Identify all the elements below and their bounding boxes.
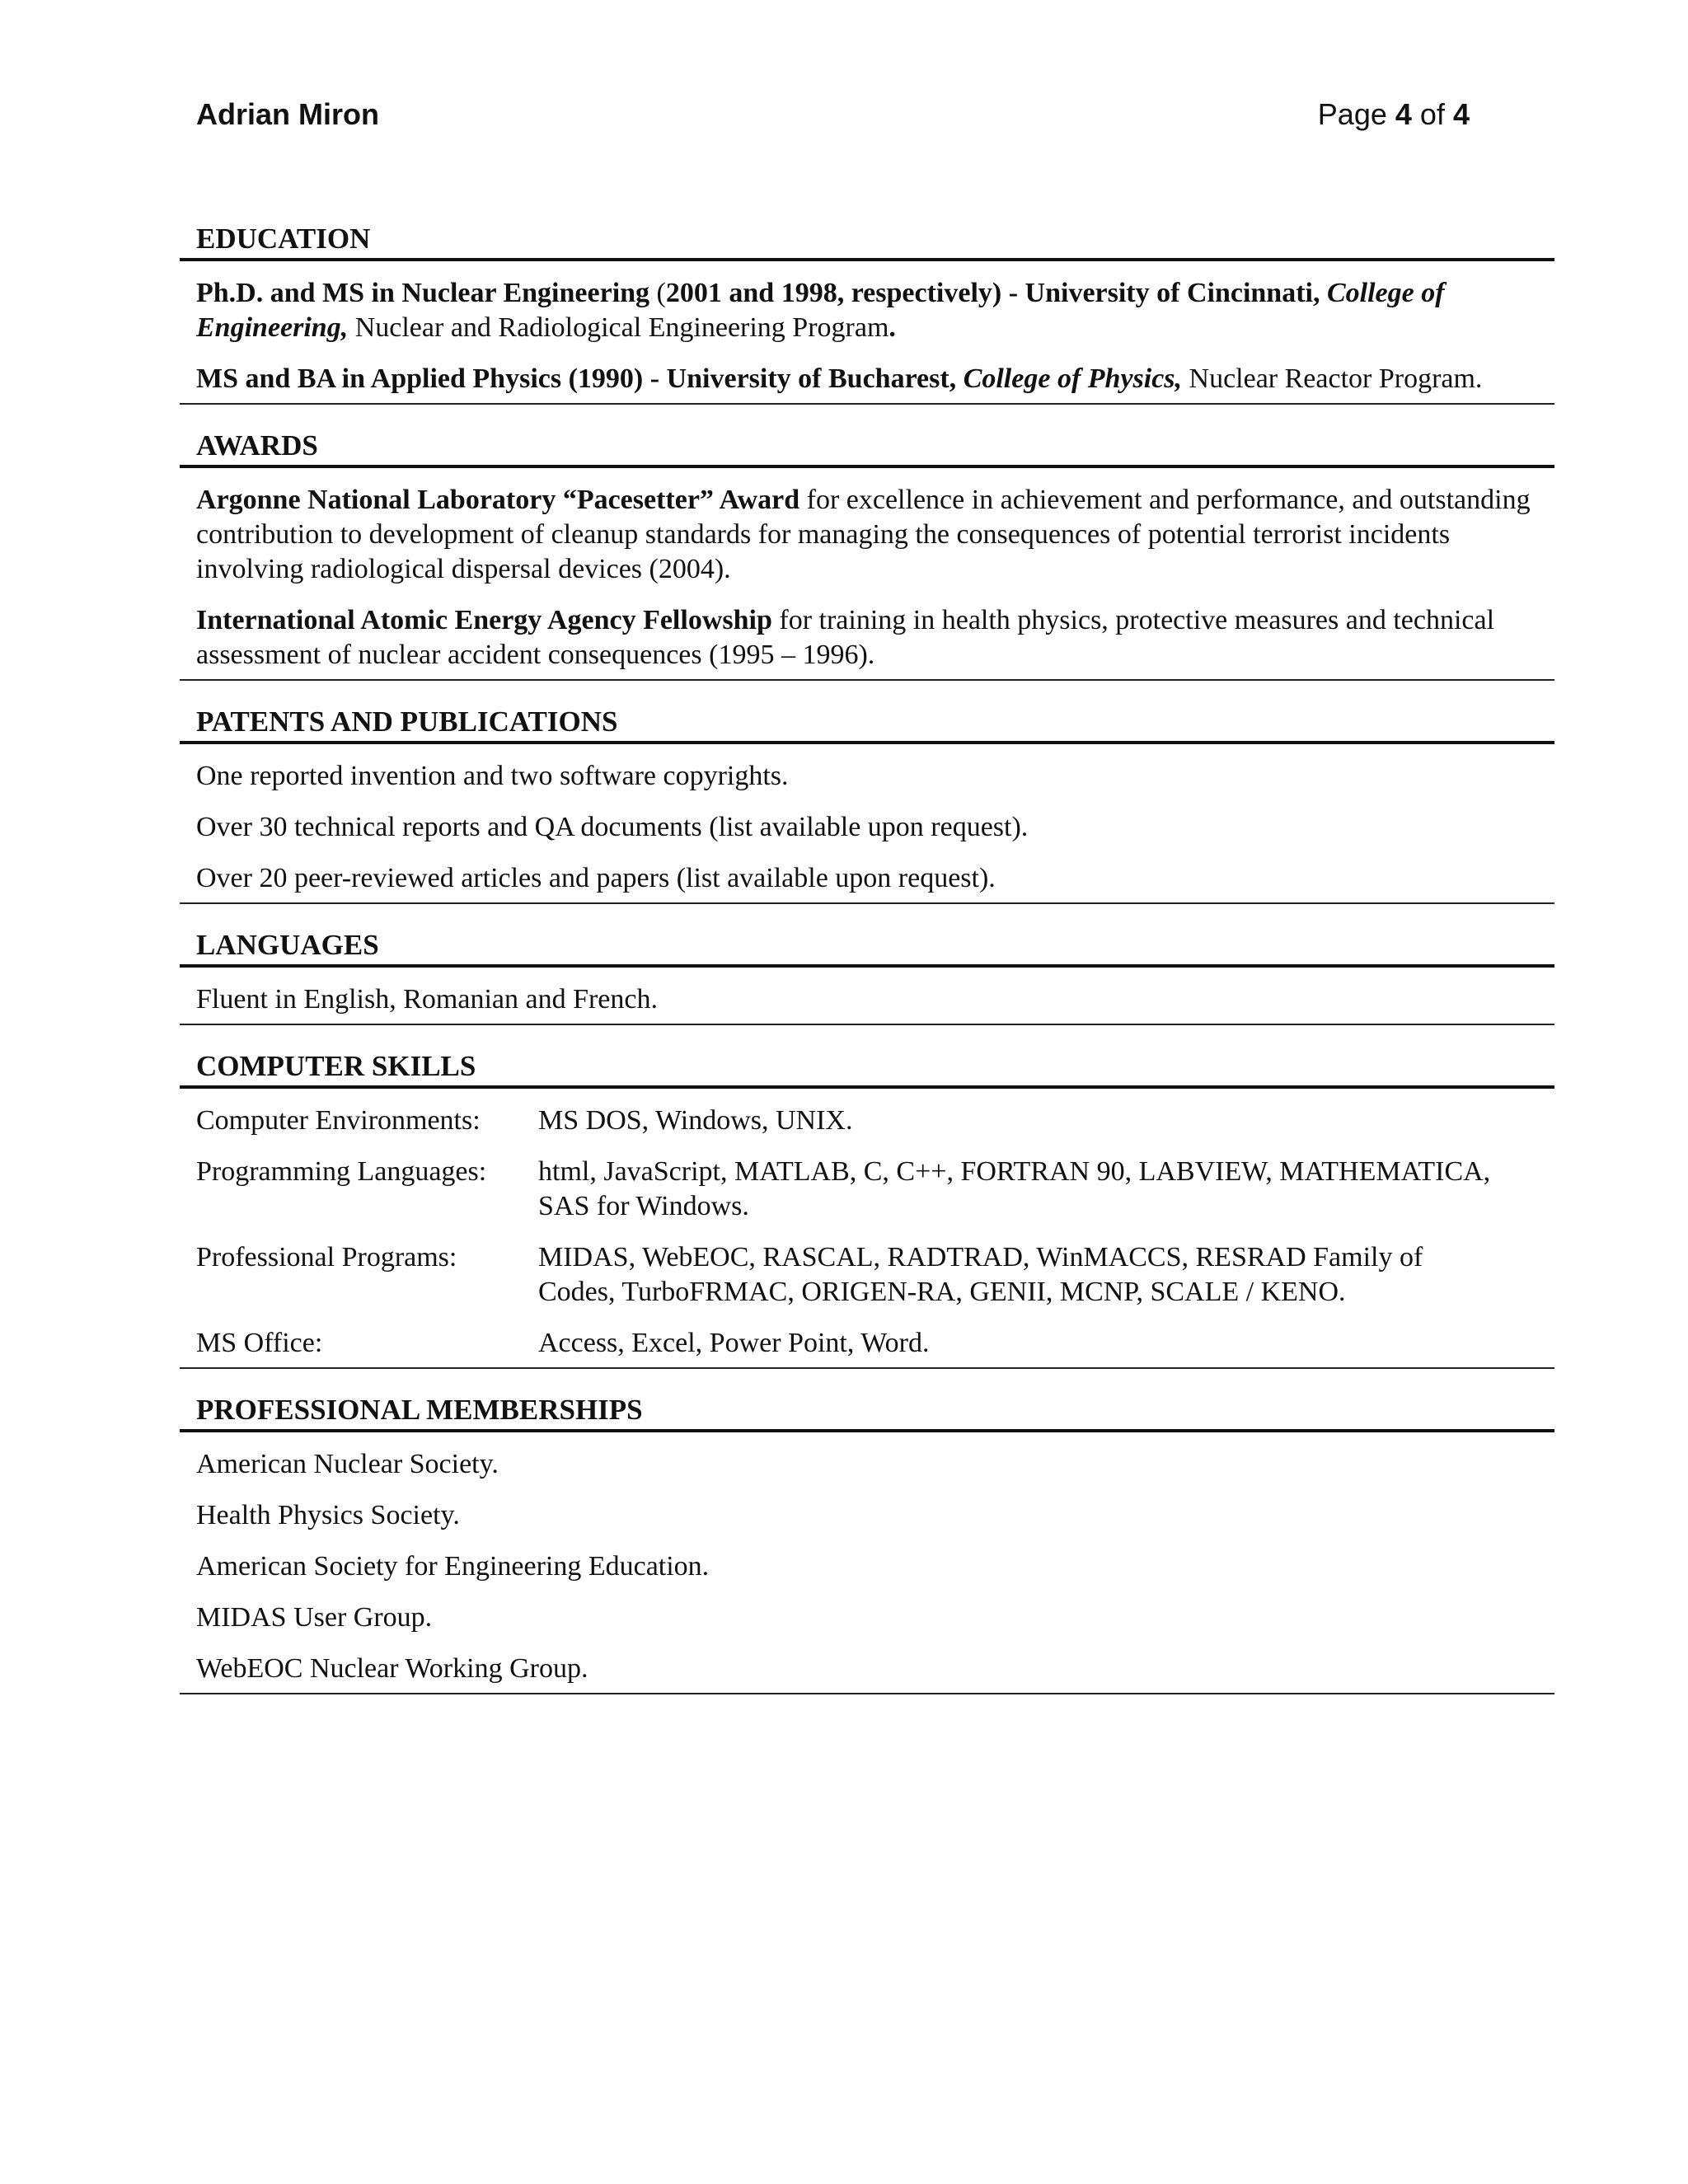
award-entry xyxy=(180,603,1554,673)
skill-value: html, JavaScript, MATLAB, C, C++, FORTRAN 90, LABVIEW, MATHEMATICA, SAS for Windows. xyxy=(538,1156,1491,1221)
list-item: One reported invention and two software copyrights. xyxy=(196,761,789,791)
list-item: Over 20 peer-reviewed articles and papers (list available upon request). xyxy=(196,863,996,893)
skill-value: Access, Excel, Power Point, Word. xyxy=(538,1328,930,1358)
section-title: PATENTS AND PUBLICATIONS xyxy=(180,704,1554,744)
program-name: Nuclear and Radiological Engineering Program xyxy=(348,312,889,343)
resume-content xyxy=(180,221,1554,1718)
skill-label: Programming Languages: xyxy=(196,1156,487,1187)
degree-title: Ph.D. and MS in Nuclear Engineering xyxy=(196,278,650,308)
college-name: College of Engineering, xyxy=(196,278,1445,343)
list-item: MIDAS User Group. xyxy=(196,1602,433,1633)
education-entry xyxy=(180,362,1554,396)
skill-label: MS Office: xyxy=(196,1328,323,1358)
skill-row xyxy=(196,1240,1554,1310)
memberships-section xyxy=(180,1392,1554,1694)
section-title: COMPUTER SKILLS xyxy=(180,1048,1554,1089)
college-name: College of Physics, xyxy=(956,363,1183,394)
page-total: 4 xyxy=(1452,97,1470,131)
list-item: American Society for Engineering Education. xyxy=(196,1551,710,1582)
award-entry xyxy=(180,483,1554,587)
degree-institution: 2001 and 1998, respectively) - University of Cincinnati, xyxy=(665,278,1320,308)
education-entry xyxy=(180,276,1554,345)
skills-table xyxy=(180,1104,1554,1361)
section-title: LANGUAGES xyxy=(180,927,1554,968)
award-name: Argonne National Laboratory “Pacesetter” Award xyxy=(196,485,800,515)
section-title: PROFESSIONAL MEMBERSHIPS xyxy=(180,1392,1554,1432)
award-description: for excellence in achievement and performance, and outstanding contribution to development of cleanup standards for managing the consequences of potential terrorist incidents involving radiological dispersal devices (2004). xyxy=(196,485,1531,584)
skill-row xyxy=(196,1104,1554,1138)
skill-row xyxy=(196,1326,1554,1361)
program-name: Nuclear Reactor Program. xyxy=(1182,363,1483,394)
skill-value: MS DOS, Windows, UNIX. xyxy=(538,1105,853,1136)
list-item: WebEOC Nuclear Working Group. xyxy=(196,1653,588,1684)
section-title: EDUCATION xyxy=(180,221,1554,261)
awards-section xyxy=(180,428,1554,681)
award-name: International Atomic Energy Agency Fellowship xyxy=(196,605,772,635)
list-item: Over 30 technical reports and QA documents (list available upon request). xyxy=(196,812,1029,842)
patents-section xyxy=(180,704,1554,904)
list-item: Health Physics Society. xyxy=(196,1500,460,1530)
education-section xyxy=(180,221,1554,405)
skill-value: MIDAS, WebEOC, RASCAL, RADTRAD, WinMACCS, RESRAD Family of Codes, TurboFRMAC, ORIGEN-RA, GENII, MCNP, SCALE / KENO. xyxy=(538,1242,1423,1307)
page-prefix: Page xyxy=(1317,97,1387,131)
degree-title: MS and BA in Applied Physics (1990) - University of Bucharest, xyxy=(196,363,957,394)
period: . xyxy=(889,312,896,343)
award-description: for training in health physics, protective measures and technical assessment of nuclear accident consequences (1995 – 1996). xyxy=(196,605,1495,670)
page-current: 4 xyxy=(1395,97,1412,131)
skill-label: Professional Programs: xyxy=(196,1242,457,1272)
skill-label: Computer Environments: xyxy=(196,1105,481,1136)
computer-skills-section xyxy=(180,1048,1554,1369)
page-number xyxy=(1318,97,1470,132)
page-of: of xyxy=(1419,97,1445,131)
languages-section xyxy=(180,927,1554,1025)
paren: ( xyxy=(649,278,666,308)
list-item: American Nuclear Society. xyxy=(196,1449,499,1479)
section-title: AWARDS xyxy=(180,428,1554,468)
skill-row xyxy=(196,1155,1554,1224)
author-name: Adrian Miron xyxy=(196,97,379,131)
list-item: Fluent in English, Romanian and French. xyxy=(196,984,658,1015)
page-header xyxy=(196,97,1470,147)
